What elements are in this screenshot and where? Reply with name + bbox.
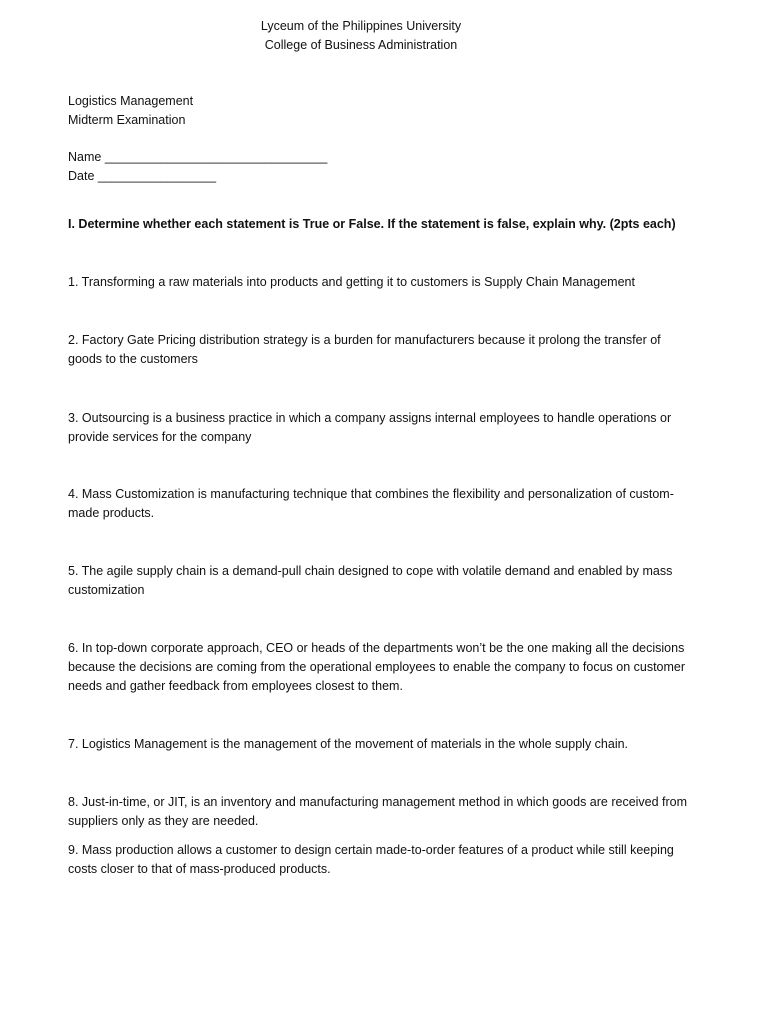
question-6 [68, 639, 708, 696]
university-name: Lyceum of the Philippines University [260, 19, 462, 33]
question-line: suppliers only as they are needed. [68, 814, 259, 828]
question-line: 3. Outsourcing is a business practice in which a company assigns internal employees to handle operations or [68, 411, 672, 425]
question-line: 5. The agile supply chain is a demand-pull chain designed to cope with volatile demand and enabled by mass [68, 564, 673, 578]
question-1 [68, 273, 708, 292]
question-line: made products. [68, 506, 155, 520]
exam-title: Midterm Examination [68, 113, 186, 127]
question-line: because the decisions are coming from the operational employees to enable the company to focus on customer [68, 660, 686, 674]
question-line: 2. Factory Gate Pricing distribution strategy is a burden for manufacturers because it prolong the transfer of [68, 333, 661, 347]
question-5 [68, 562, 708, 600]
question-line: 1. Transforming a raw materials into products and getting it to customers is Supply Chain Management [68, 275, 635, 289]
question-4 [68, 485, 708, 523]
course-info [68, 92, 708, 130]
date-field: Date _________________ [68, 169, 217, 183]
course-subject: Logistics Management [68, 94, 194, 108]
instructions: I. Determine whether each statement is True or False. If the statement is false, explain why. (2pts each) [68, 217, 676, 231]
question-line: 7. Logistics Management is the management of the movement of materials in the whole supply chain. [68, 737, 629, 751]
question-line: provide services for the company [68, 430, 252, 444]
student-fields [68, 148, 708, 186]
question-7 [68, 735, 708, 754]
name-field: Name ________________________________ [68, 150, 328, 164]
question-2 [68, 331, 708, 369]
question-9 [68, 841, 708, 879]
question-line: 4. Mass Customization is manufacturing technique that combines the flexibility and personalization of custom- [68, 487, 674, 501]
question-line: costs closer to that of mass-produced products. [68, 862, 331, 876]
question-line: 8. Just-in-time, or JIT, is an inventory and manufacturing management method in which goods are received from [68, 795, 688, 809]
question-line: needs and gather feedback from employees closest to them. [68, 679, 403, 693]
question-line: 9. Mass production allows a customer to design certain made-to-order features of a product while still keeping [68, 843, 674, 857]
document-header [0, 17, 722, 55]
question-line: 6. In top-down corporate approach, CEO or heads of the departments won’t be the one making all the decisions [68, 641, 685, 655]
college-name: College of Business Administration [264, 38, 458, 52]
question-3 [68, 409, 708, 447]
question-line: customization [68, 583, 145, 597]
question-8 [68, 793, 708, 831]
question-line: goods to the customers [68, 352, 198, 366]
